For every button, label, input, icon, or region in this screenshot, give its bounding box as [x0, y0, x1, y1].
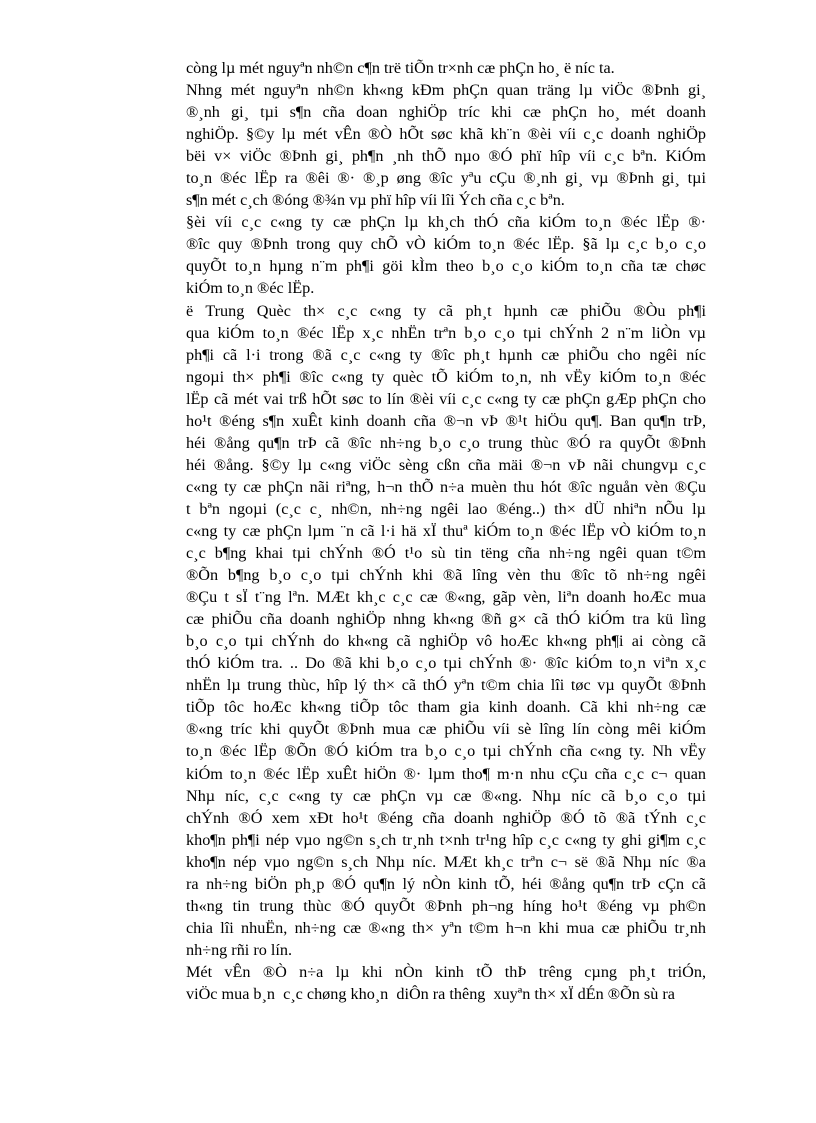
text-line: kiÓm to¸n ®éc lËp.	[186, 279, 315, 298]
body-text	[186, 57, 706, 1005]
text-line: lËp cã mét vai trß hÕt søc to lín ®èi víi c¸c c«ng ty cæ phÇn gÆp phÇn cho	[186, 389, 706, 408]
text-line: quyÕt to¸n hµng n¨m ph¶i göi kÌm theo b¸o c¸o kiÓm to¸n cña tæ chøc	[186, 257, 706, 276]
text-line: ë Trung Quèc th× c¸c c«ng ty cã ph¸t hµnh cæ phiÕu ®Òu ph¶i	[186, 301, 706, 320]
text-line: th«ng tin trung thùc ®Ó quyÕt ®Þnh ph¬ng híng ho¹t ®éng vµ ph©n	[186, 896, 706, 915]
text-line: cæ phiÕu cña doanh nghiÖp nhng kh«ng ®ñ g× cã thÓ kiÓm tra kü lìng	[186, 610, 706, 629]
text-line: t bªn ngoµi (c¸c c¸ nh©n, nh÷ng ngêi lao ®éng..) th× dÜ nhiªn nÕu lµ	[186, 499, 706, 518]
text-line: kho¶n ph¶i nép vµo ng©n s¸ch tr¸nh t×nh tr¹ng hîp c¸c c«ng ty ghi gi¶m c¸c	[186, 830, 706, 849]
text-line: nghiÖp. §©y lµ mét vÊn ®Ò hÕt søc khã kh¨n ®èi víi c¸c doanh nghiÖp	[186, 125, 706, 144]
text-line: bëi v× viÖc ®Þnh gi¸ ph¶n ¸nh thÕ nµo ®Ó phï hîp víi c¸c bªn. KiÓm	[186, 147, 706, 166]
text-line: chÝnh ®Ó xem xÐt ho¹t ®éng cña doanh nghiÖp ®Ó tõ ®ã tÝnh c¸c	[186, 808, 706, 827]
text-line: §èi víi c¸c c«ng ty cæ phÇn lµ kh¸ch thÓ cña kiÓm to¸n ®éc lËp ®·	[186, 213, 706, 232]
text-line: ra nh÷ng biÖn ph¸p ®Ó qu¶n lý nÒn kinh tÕ, héi ®ång qu¶n trÞ cÇn cã	[186, 874, 706, 893]
text-line: héi ®ång. §©y lµ c«ng viÖc sèng cßn cña mäi ®¬n vÞ nãi chungvµ c¸c	[186, 455, 706, 474]
text-line: ®îc quy ®Þnh trong quy chÕ vÒ kiÓm to¸n ®éc lËp. §ã lµ c¸c b¸o c¸o	[186, 235, 706, 254]
text-line: héi ®ång qu¶n trÞ cã ®îc nh÷ng b¸o c¸o trung thùc ®Ó ra quyÕt ®Þnh	[186, 433, 706, 452]
text-line: ®¸nh gi¸ tµi s¶n cña doan nghiÖp tríc khi cæ phÇn ho¸ mét doanh	[186, 103, 706, 122]
text-line: c«ng ty cæ phÇn lµm ¨n cã l·i hä xÏ thuª kiÓm to¸n ®éc lËp vÒ kiÓm to¸n	[186, 521, 706, 540]
text-line: b¸o c¸o tµi chÝnh do kh«ng cã nghiÖp vô hoÆc kh«ng ph¶i ai còng cã	[186, 632, 706, 651]
text-line: kho¶n nép vµo ng©n s¸ch Nhµ níc. MÆt kh¸c trªn c¬ së ®ã Nhµ níc ®a	[186, 852, 706, 871]
text-line: kiÓm to¸n ®éc lËp xuÊt hiÖn ®· lµm tho¶ m·n nhu cÇu cña c¸c c¬ quan	[186, 764, 706, 783]
text-line: Nhµ níc, c¸c c«ng ty cæ phÇn vµ cæ ®«ng. Nhµ níc cã b¸o c¸o tµi	[186, 786, 706, 805]
text-line: ph¶i cã l·i trong ®ã c¸c c«ng ty ®îc ph¸t hµnh cæ phiÕu cho ngêi níc	[186, 345, 706, 364]
text-line: Mét vÊn ®Ò n÷a lµ khi nÒn kinh tÕ thÞ trêng cµng ph¸t triÓn,	[186, 962, 706, 981]
text-line: ho¹t ®éng s¶n xuÊt kinh doanh cña ®¬n vÞ ®¹t hiÖu qu¶. Ban qu¶n trÞ,	[186, 411, 706, 430]
text-line: s¶n mét c¸ch ®óng ®¾n vµ phï hîp víi lîi Ých cña c¸c bªn.	[186, 191, 565, 210]
text-line: tiÕp tôc hoÆc kh«ng tiÕp tôc tham gia kinh doanh. Cã khi nh÷ng cæ	[186, 698, 706, 717]
text-line: to¸n ®éc lËp ra ®êi ®· ®¸p øng ®îc yªu cÇu ®¸nh gi¸ vµ ®Þnh gi¸ tµi	[186, 169, 706, 188]
text-line: ®Çu t sÏ t¨ng lªn. MÆt kh¸c c¸c cæ ®«ng, gãp vèn, liªn doanh hoÆc mua	[186, 588, 706, 607]
text-line: to¸n ®éc lËp ®Õn ®Ó kiÓm tra b¸o c¸o tµi chÝnh cña c«ng ty. Nh vËy	[186, 742, 706, 761]
text-line: Nhng mét nguyªn nh©n kh«ng kÐm phÇn quan träng lµ viÖc ®Þnh gi¸	[186, 81, 706, 100]
text-line: ®«ng tríc khi quyÕt ®Þnh mua cæ phiÕu víi sè lîng lín còng mêi kiÓm	[186, 720, 706, 739]
text-line: ngoµi th× ph¶i ®îc c«ng ty quèc tÕ kiÓm to¸n, nh vËy kiÓm to¸n ®éc	[186, 367, 706, 386]
text-line: nhËn lµ trung thùc, hîp lý th× cã thÓ yªn t©m chia lîi tøc vµ quyÕt ®Þnh	[186, 676, 706, 695]
text-line: c«ng ty cæ phÇn nãi riªng, h¬n thÕ n÷a muèn thu hót ®îc nguån vèn ®Çu	[186, 477, 706, 496]
text-line: c¸c b¶ng khai tµi chÝnh ®Ó t¹o sù tin tëng cña nh÷ng ngêi quan t©m	[186, 544, 706, 563]
text-line: còng lµ mét nguyªn nh©n c¶n trë tiÕn tr×nh cæ phÇn ho¸ ë níc ta.	[186, 59, 615, 77]
text-line: thÓ kiÓm tra. .. Do ®ã khi b¸o c¸o tµi chÝnh ®· ®îc kiÓm to¸n viªn x¸c	[186, 654, 706, 673]
text-line: chia lîi nhuËn, nh÷ng cæ ®«ng th× yªn t©m h¬n khi mua cæ phiÕu tr¸nh	[186, 918, 706, 937]
text-line: nh÷ng rñi ro lín.	[186, 940, 293, 959]
text-line: ®Õn b¶ng b¸o c¸o tµi chÝnh khi ®ã lîng vèn thu ®îc tõ nh÷ng ngêi	[186, 566, 706, 585]
text-line: viÖc mua b¸n c¸c chøng kho¸n diÔn ra thêng xuyªn th× xÏ dÉn ®Õn sù ra	[186, 984, 675, 1003]
text-line: qua kiÓm to¸n ®éc lËp x¸c nhËn trªn b¸o c¸o tµi chÝnh 2 n¨m liÒn vµ	[186, 323, 706, 342]
